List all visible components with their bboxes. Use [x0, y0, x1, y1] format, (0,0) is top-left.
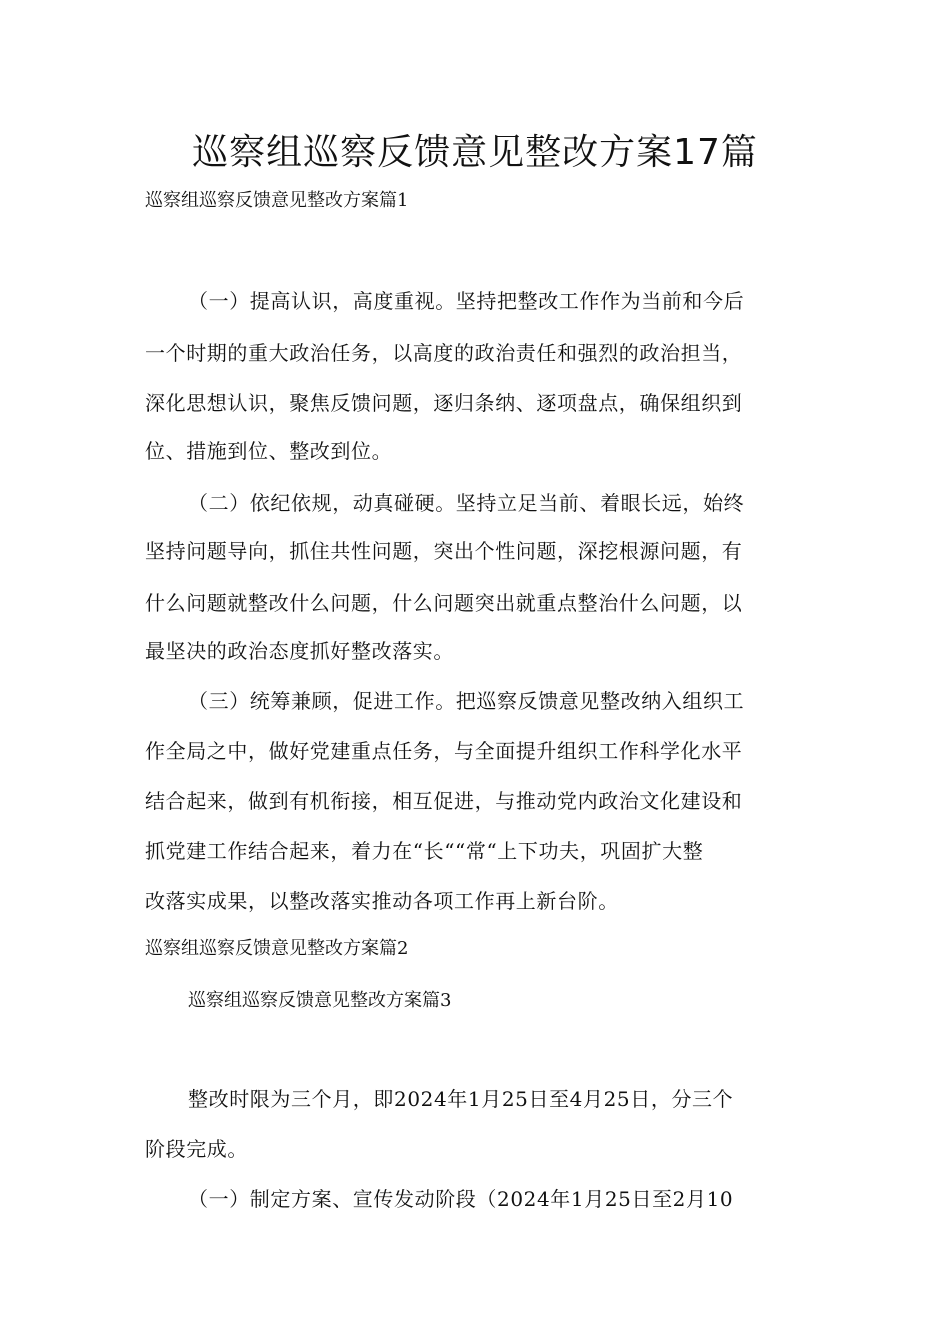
paragraph-line: 结合起来，做到有机衔接，相互促进，与推动党内政治文化建设和	[145, 789, 743, 813]
paragraph-line: 坚持问题导向，抓住共性问题，突出个性问题，深挖根源问题，有	[145, 539, 743, 563]
section-heading-1: 巡察组巡察反馈意见整改方案篇1	[145, 190, 409, 211]
paragraph-line: 抓党建工作结合起来，着力在“长““常“上下功夫，巩固扩大整	[145, 839, 704, 863]
section-heading-3: 巡察组巡察反馈意见整改方案篇3	[188, 990, 452, 1011]
paragraph-line: 作全局之中，做好党建重点任务，与全面提升组织工作科学化水平	[145, 739, 743, 763]
paragraph-line: 改落实成果，以整改落实推动各项工作再上新台阶。	[145, 889, 619, 913]
paragraph-line: （一）制定方案、宣传发动阶段（2024年1月25日至2月10	[188, 1187, 734, 1211]
paragraph-line: 整改时限为三个月，即2024年1月25日至4月25日，分三个	[188, 1087, 734, 1111]
paragraph-line: （二）依纪依规，动真碰硬。坚持立足当前、着眼长远，始终	[188, 491, 745, 515]
paragraph-line: （三）统筹兼顾，促进工作。把巡察反馈意见整改纳入组织工	[188, 689, 745, 713]
paragraph-line: 一个时期的重大政治任务，以高度的政治责任和强烈的政治担当，	[145, 341, 743, 365]
section-heading-2: 巡察组巡察反馈意见整改方案篇2	[145, 938, 409, 959]
paragraph-line: 什么问题就整改什么问题，什么问题突出就重点整治什么问题，以	[145, 591, 743, 615]
paragraph-line: 位、措施到位、整改到位。	[145, 439, 393, 463]
paragraph-line: 最坚决的政治态度抓好整改落实。	[145, 639, 454, 663]
paragraph-line: （一）提高认识，高度重视。坚持把整改工作作为当前和今后	[188, 289, 745, 313]
paragraph-line: 深化思想认识，聚焦反馈问题，逐归条纳、逐项盘点，确保组织到	[145, 391, 743, 415]
paragraph-line: 阶段完成。	[145, 1137, 248, 1161]
document-title: 巡察组巡察反馈意见整改方案17篇	[192, 132, 758, 173]
